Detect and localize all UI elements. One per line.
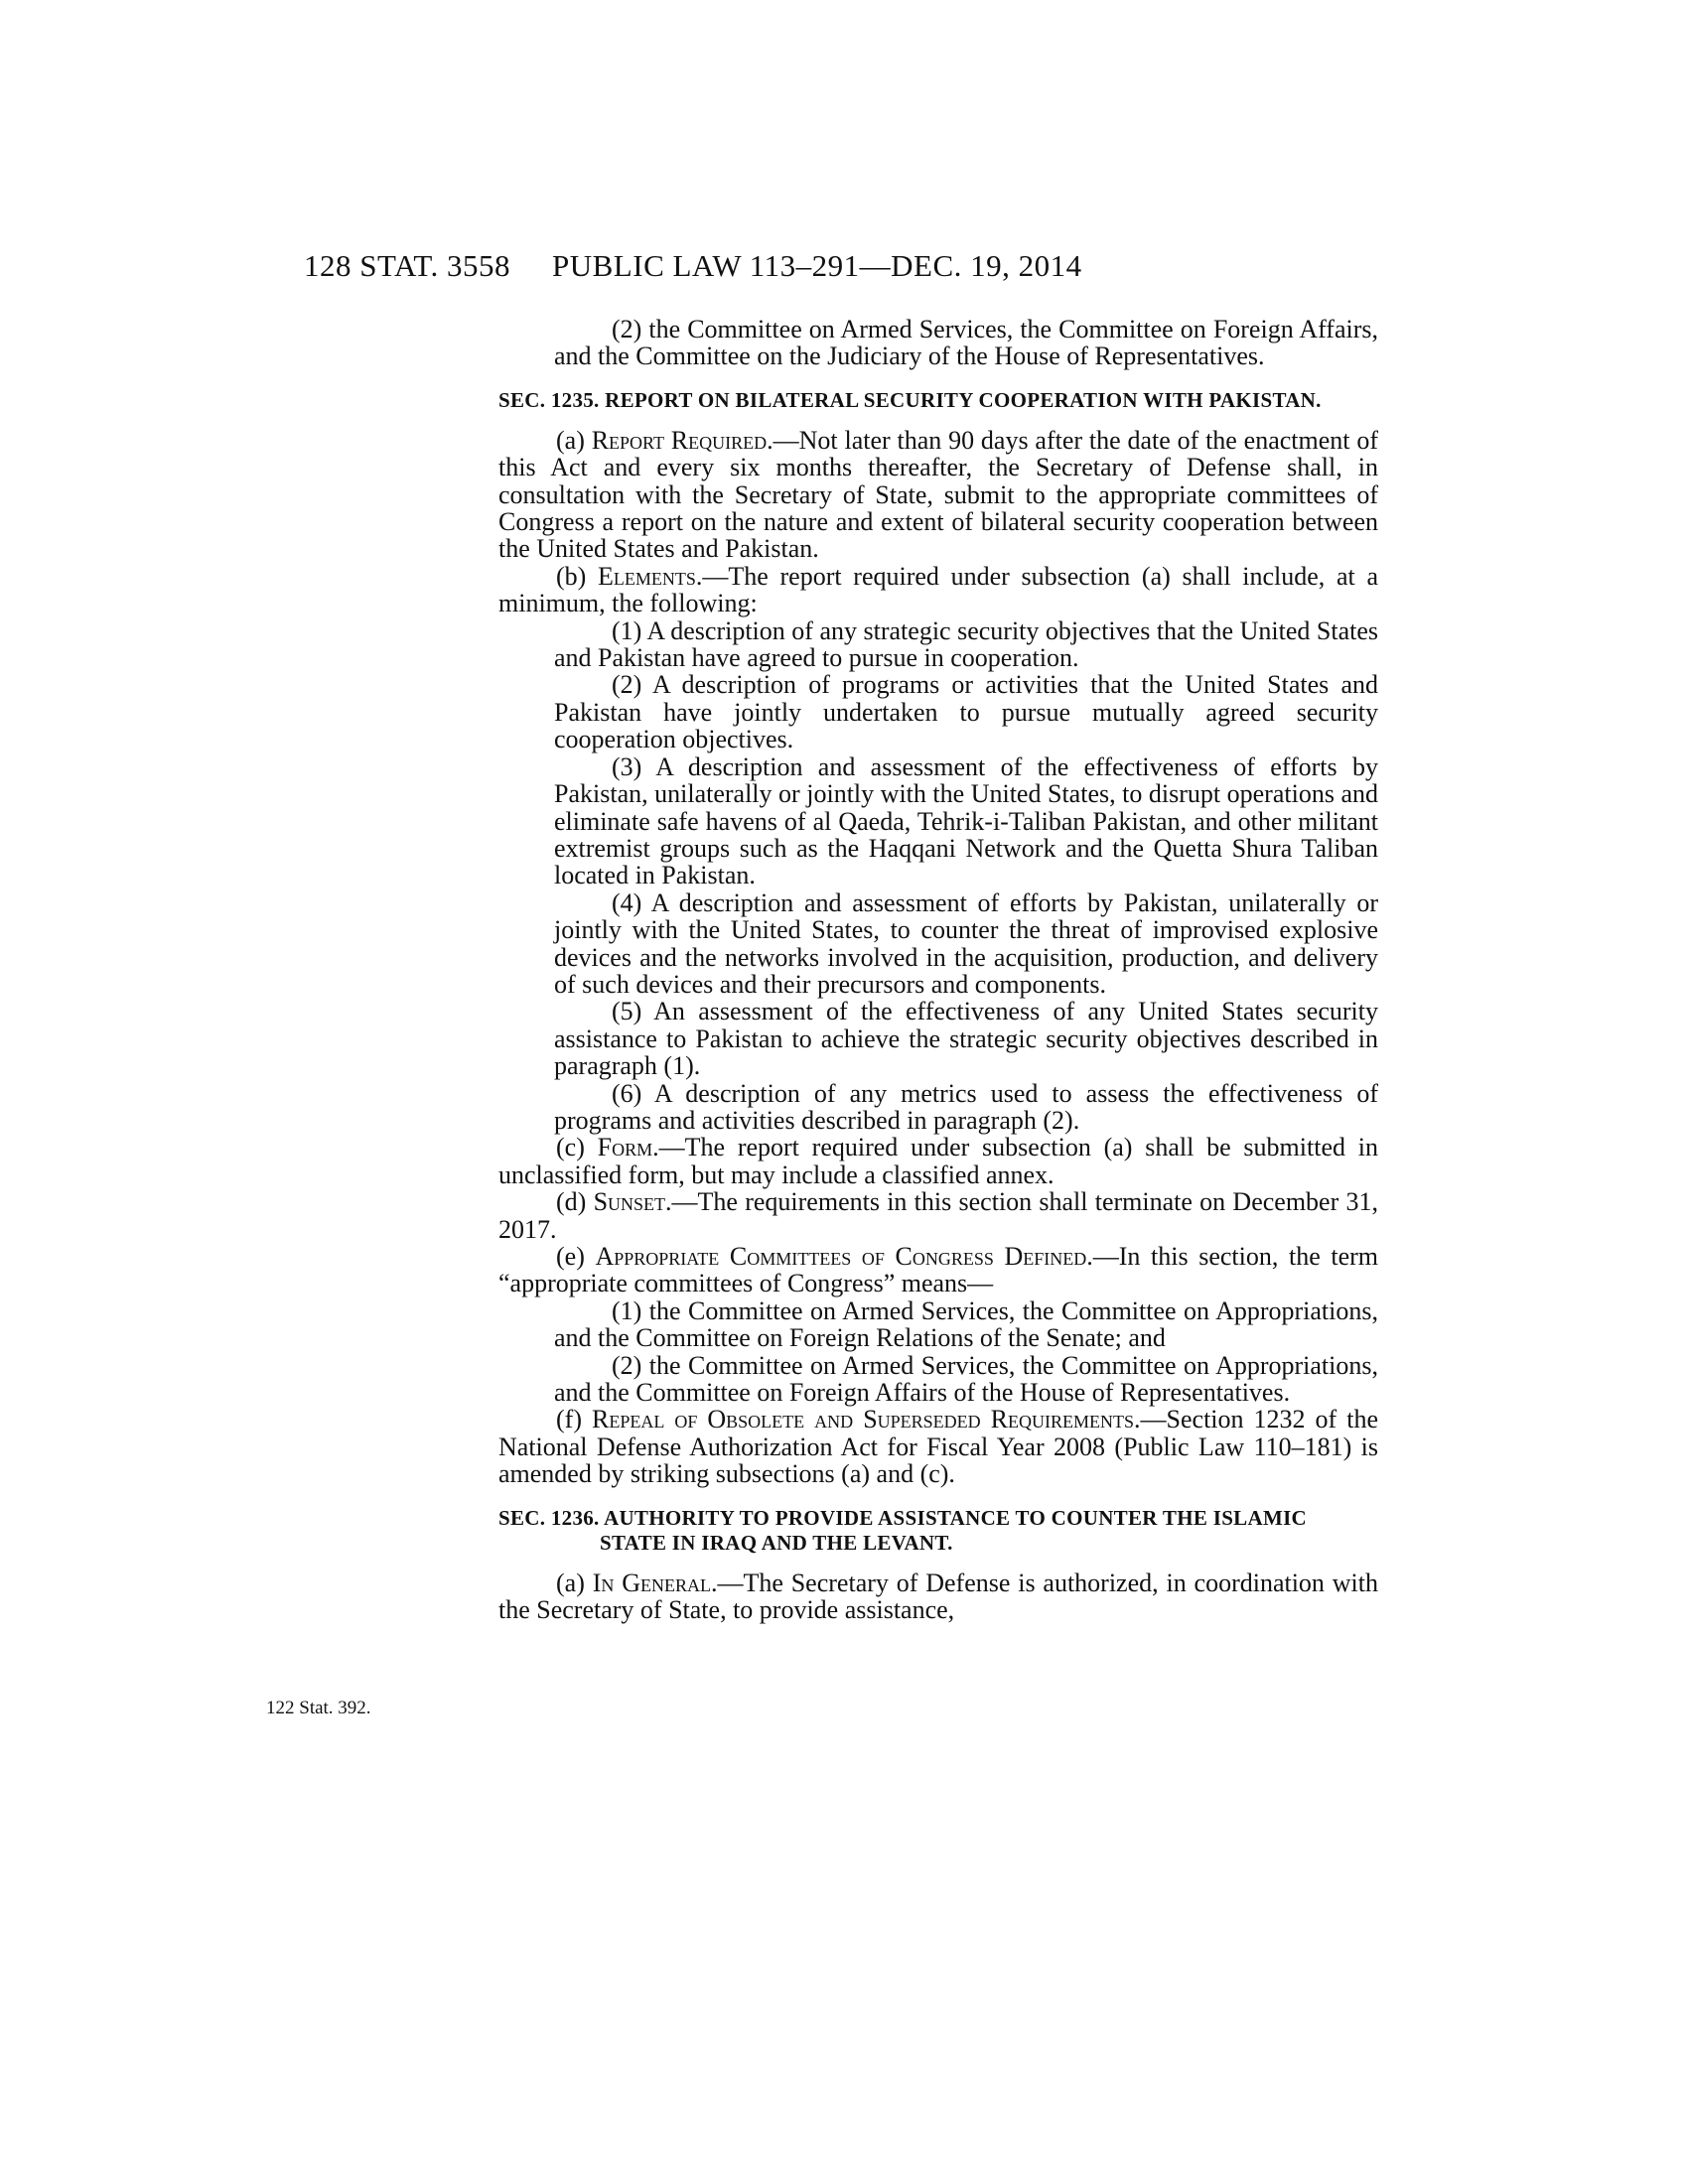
subsection-text: .—The report required under subsection (a) shall include, at a minimum, the following:	[498, 561, 1378, 618]
paragraph-b3: (3) A description and assessment of the effectiveness of efforts by Pakistan, unilaterally or jointly with the United States, to disrupt operations and eliminate safe havens of al Qaeda, Tehrik-i-Taliban Pakistan, and other militant extremist groups such as the Haqqani Network and the Quetta Shura Taliban located in Pakistan.	[554, 751, 1378, 890]
subsection-title: Appropriate Committees of Congress Defined	[595, 1242, 1087, 1271]
subsection-title: Sunset	[593, 1187, 666, 1217]
subsection-title: Elements	[598, 561, 696, 591]
subsection-label: (b)	[556, 561, 599, 591]
subsection-title: Report Required	[591, 425, 768, 455]
paragraph-committee-house: (2) the Committee on Armed Services, the Committee on Foreign Affairs, and the Committee on the Judiciary of the House of Representatives.	[554, 315, 1378, 371]
subsection-title: In General	[592, 1568, 711, 1597]
subsection-text: .—The report required under subsection (a) shall be submitted in unclassified form, but may include a classified annex.	[498, 1133, 1378, 1189]
subsection-text: .—The Secretary of Defense is authorized, in coordination with the Secretary of State, to provide assistance,	[498, 1568, 1378, 1625]
subsection-label: (e)	[556, 1242, 596, 1271]
running-head: PUBLIC LAW 113–291—DEC. 19, 2014	[552, 248, 1082, 283]
section-1235-heading: SEC. 1235. REPORT ON BILATERAL SECURITY COOPERATION WITH PAKISTAN.	[498, 387, 1322, 412]
subsection-d-sunset	[498, 1188, 1378, 1243]
subsection-e-committees-defined	[498, 1243, 1378, 1297]
subsection-label: (c)	[556, 1133, 598, 1162]
subsection-label: (a)	[556, 425, 592, 455]
document-body	[498, 316, 1378, 1623]
subsection-title: Repeal of Obsolete and Superseded Requirements	[592, 1405, 1135, 1434]
subsection-c-form	[498, 1134, 1378, 1188]
section-1236-heading: SEC. 1236. AUTHORITY TO PROVIDE ASSISTANCE TO COUNTER THE ISLAMIC STATE IN IRAQ AND THE LEVANT.	[498, 1505, 1308, 1555]
stat-page-number: 128 STAT. 3558	[304, 248, 511, 283]
paragraph-b5: (5) An assessment of the effectiveness of any United States security assistance to Pakistan to achieve the strategic security objectives described in paragraph (1).	[554, 997, 1378, 1081]
subsection-b-elements	[498, 563, 1378, 617]
subsection-text: .—In this section, the term “appropriate committees of Congress” means—	[498, 1242, 1379, 1298]
paragraph-b6: (6) A description of any metrics used to assess the effectiveness of programs and activities described in paragraph (2).	[554, 1078, 1378, 1135]
subsection-a-report-required	[498, 427, 1378, 563]
subsection-label: (d)	[556, 1187, 594, 1217]
subsection-title: Form	[597, 1133, 653, 1162]
margin-citation: 122 Stat. 392.	[266, 1698, 371, 1718]
subsection-label: (f)	[556, 1405, 592, 1434]
page-header	[0, 248, 1688, 288]
subsection-text: .—The requirements in this section shall terminate on December 31, 2017.	[498, 1187, 1378, 1244]
paragraph-e1: (1) the Committee on Armed Services, the Committee on Appropriations, and the Committee on Foreign Relations of the Senate; and	[554, 1296, 1378, 1353]
paragraph-b4: (4) A description and assessment of efforts by Pakistan, unilaterally or jointly with the United States, to counter the threat of improvised explosive devices and the networks involved in the acquisition, production, and delivery of such devices and their precursors and components.	[554, 887, 1378, 999]
subsection-a-in-general	[498, 1570, 1378, 1624]
paragraph-e2: (2) the Committee on Armed Services, the Committee on Appropriations, and the Committee on Foreign Affairs of the House of Representatives.	[554, 1350, 1378, 1408]
paragraph-b1: (1) A description of any strategic security objectives that the United States and Pakistan have agreed to pursue in cooperation.	[554, 615, 1378, 673]
subsection-text: .—Section 1232 of the National Defense Authorization Act for Fiscal Year 2008 (Public Law 110–181) is amended by striking subsections (a) and (c).	[498, 1405, 1378, 1489]
paragraph-b2: (2) A description of programs or activities that the United States and Pakistan have jointly undertaken to pursue mutually agreed security cooperation objectives.	[554, 670, 1378, 754]
subsection-text: .—Not later than 90 days after the date of the enactment of this Act and every six months thereafter, the Secretary of Defense shall, in consultation with the Secretary of State, submit to the appropriate committees of Congress a report on the nature and extent of bilateral security cooperation between the United States and Pakistan.	[498, 425, 1378, 564]
subsection-f-repeal	[498, 1406, 1378, 1487]
subsection-label: (a)	[556, 1568, 593, 1597]
